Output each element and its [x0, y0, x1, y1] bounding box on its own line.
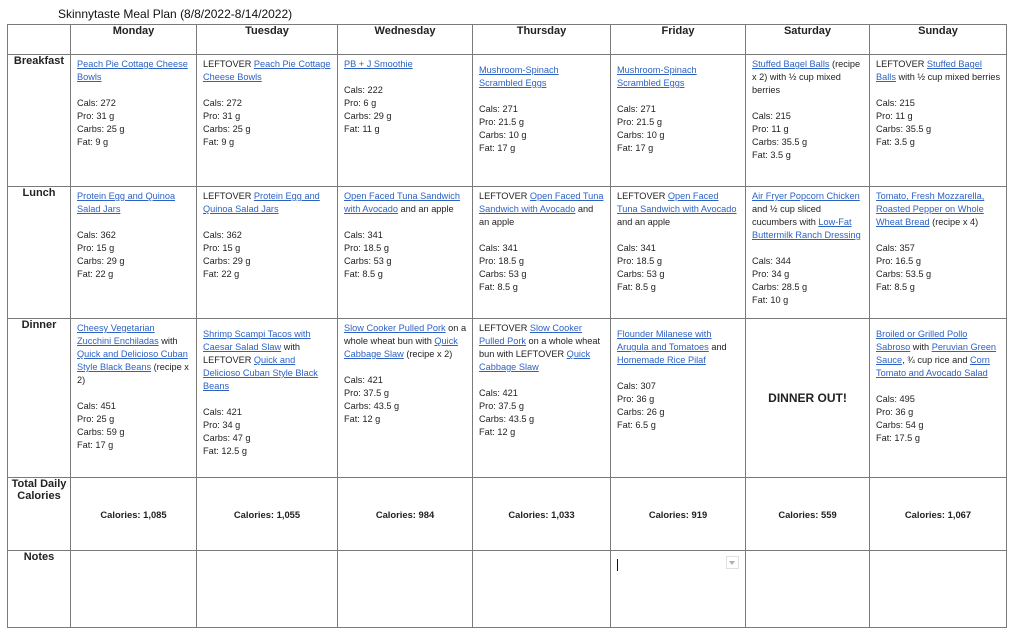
meal-text: with	[158, 336, 178, 346]
meal-description	[617, 190, 740, 229]
meal-description	[479, 190, 605, 229]
recipe-link[interactable]: Mushroom-Spinach Scrambled Eggs	[479, 65, 559, 88]
meal-description	[77, 190, 191, 216]
day-header-sunday: Sunday	[870, 25, 1007, 55]
calories-value: Cals: 307	[617, 381, 656, 391]
meal-text: LEFTOVER	[203, 191, 254, 201]
dinner-cell-saturday[interactable]	[746, 319, 870, 478]
protein-value: Pro: 16.5 g	[876, 256, 921, 266]
recipe-link[interactable]: Broiled or Grilled Pollo Sabroso	[876, 329, 968, 352]
breakfast-cell-friday[interactable]	[611, 55, 746, 187]
calories-value: Cals: 272	[77, 98, 116, 108]
breakfast-row	[8, 55, 1007, 187]
meal-description	[752, 190, 864, 242]
recipe-link[interactable]: Mushroom-Spinach Scrambled Eggs	[617, 65, 697, 88]
meal-text: and an apple	[617, 217, 671, 227]
protein-value: Pro: 11 g	[876, 111, 913, 121]
total-calories-monday[interactable]: Calories: 1,085	[71, 478, 197, 551]
lunch-cell-saturday[interactable]	[746, 187, 870, 319]
fat-value: Fat: 11 g	[344, 124, 380, 134]
meal-text: LEFTOVER	[203, 59, 254, 69]
carbs-value: Carbs: 25 g	[203, 124, 251, 134]
total-calories-saturday[interactable]: Calories: 559	[746, 478, 870, 551]
fat-value: Fat: 22 g	[77, 269, 114, 279]
protein-value: Pro: 21.5 g	[479, 117, 524, 127]
notes-cell-saturday[interactable]	[746, 551, 870, 628]
breakfast-cell-thursday[interactable]	[473, 55, 611, 187]
meal-text: with LEFTOVER	[203, 342, 301, 365]
total-calories-thursday[interactable]: Calories: 1,033	[473, 478, 611, 551]
fat-value: Fat: 8.5 g	[876, 282, 915, 292]
breakfast-cell-tuesday[interactable]	[197, 55, 338, 187]
carbs-value: Carbs: 53 g	[617, 269, 665, 279]
carbs-value: Carbs: 53 g	[479, 269, 527, 279]
dinner-out-label: DINNER OUT!	[768, 391, 847, 405]
carbs-value: Carbs: 26 g	[617, 407, 665, 417]
dinner-cell-sunday[interactable]	[870, 319, 1007, 478]
fat-value: Fat: 8.5 g	[479, 282, 518, 292]
page-title: Skinnytaste Meal Plan (8/8/2022-8/14/2022)	[58, 7, 293, 21]
protein-value: Pro: 36 g	[617, 394, 655, 404]
row-label-breakfast: Breakfast	[8, 55, 71, 187]
meal-text: (recipe x 4)	[929, 217, 979, 227]
breakfast-cell-sunday[interactable]	[870, 55, 1007, 187]
row-label-total: Total Daily Calories	[8, 478, 71, 551]
recipe-link[interactable]: Homemade Rice Pilaf	[617, 355, 706, 365]
meal-description	[344, 190, 467, 216]
meal-text: and an apple	[397, 204, 454, 214]
calories-value: Cals: 271	[617, 104, 656, 114]
meal-description	[344, 58, 467, 71]
protein-value: Pro: 18.5 g	[617, 256, 662, 266]
day-header-wednesday: Wednesday	[338, 25, 473, 55]
meal-text: LEFTOVER	[479, 191, 530, 201]
meal-text: LEFTOVER	[617, 191, 668, 201]
meal-description	[752, 58, 864, 97]
calories-value: Cals: 344	[752, 256, 791, 266]
recipe-link[interactable]: Air Fryer Popcorn Chicken	[752, 191, 860, 201]
meal-text: with ½ cup mixed berries	[895, 72, 1001, 82]
row-label-notes: Notes	[8, 551, 71, 628]
meal-text: LEFTOVER	[479, 323, 530, 333]
day-header-monday: Monday	[71, 25, 197, 55]
fat-value: Fat: 17 g	[617, 143, 654, 153]
meal-description	[77, 322, 191, 387]
recipe-link[interactable]: Slow Cooker Pulled Pork	[479, 323, 582, 346]
protein-value: Pro: 11 g	[752, 124, 789, 134]
carbs-value: Carbs: 54 g	[876, 420, 924, 430]
calories-value: Cals: 421	[344, 375, 383, 385]
lunch-cell-tuesday[interactable]	[197, 187, 338, 319]
protein-value: Pro: 21.5 g	[617, 117, 662, 127]
meal-description	[203, 328, 332, 393]
protein-value: Pro: 25 g	[77, 414, 115, 424]
lunch-row	[8, 187, 1007, 319]
dinner-cell-thursday[interactable]	[473, 319, 611, 478]
recipe-link[interactable]: Peruvian Green Sauce	[876, 342, 997, 365]
dinner-cell-monday[interactable]	[71, 319, 197, 478]
protein-value: Pro: 15 g	[203, 243, 241, 253]
lunch-cell-monday[interactable]	[71, 187, 197, 319]
meal-description	[876, 190, 1001, 229]
calories-value: Cals: 362	[77, 230, 116, 240]
fat-value: Fat: 6.5 g	[617, 420, 656, 430]
recipe-link[interactable]: Open Faced Tuna Sandwich with Avocado	[617, 191, 737, 214]
day-header-saturday: Saturday	[746, 25, 870, 55]
carbs-value: Carbs: 35.5 g	[752, 137, 808, 147]
carbs-value: Carbs: 25 g	[77, 124, 125, 134]
calories-value: Cals: 421	[479, 388, 518, 398]
recipe-link[interactable]: Flounder Milanese with Arugula and Tomatoes	[617, 329, 712, 352]
fat-value: Fat: 17 g	[479, 143, 516, 153]
calories-value: Cals: 451	[77, 401, 116, 411]
fat-value: Fat: 10 g	[752, 295, 789, 305]
protein-value: Pro: 6 g	[344, 98, 377, 108]
recipe-link[interactable]: Stuffed Bagel Balls	[752, 59, 830, 69]
meal-description	[876, 58, 1001, 84]
total-calories-tuesday[interactable]: Calories: 1,055	[197, 478, 338, 551]
total-calories-row	[8, 478, 1007, 551]
notes-cell-thursday[interactable]	[473, 551, 611, 628]
fat-value: Fat: 12 g	[479, 427, 516, 437]
protein-value: Pro: 34 g	[752, 269, 790, 279]
row-label-lunch: Lunch	[8, 187, 71, 319]
meal-text: (recipe x 2) with ½ cup mixed berries	[752, 59, 861, 95]
carbs-value: Carbs: 47 g	[203, 433, 251, 443]
text-cursor	[617, 559, 618, 571]
carbs-value: Carbs: 43.5 g	[344, 401, 400, 411]
header-row	[8, 25, 1007, 55]
carbs-value: Carbs: 29 g	[344, 111, 392, 121]
meal-text: and an apple	[479, 204, 594, 227]
calories-value: Cals: 215	[752, 111, 791, 121]
meal-text: (recipe x 2)	[403, 349, 453, 359]
meal-description	[479, 322, 605, 374]
protein-value: Pro: 18.5 g	[479, 256, 524, 266]
carbs-value: Carbs: 10 g	[479, 130, 527, 140]
total-calories-friday[interactable]: Calories: 919	[611, 478, 746, 551]
recipe-link[interactable]: Low-Fat Buttermilk Ranch Dressing	[752, 217, 861, 240]
carbs-value: Carbs: 53 g	[344, 256, 392, 266]
breakfast-cell-monday[interactable]	[71, 55, 197, 187]
meal-description	[617, 328, 740, 367]
lunch-cell-wednesday[interactable]	[338, 187, 473, 319]
notes-cell-wednesday[interactable]	[338, 551, 473, 628]
recipe-link[interactable]: Quick Cabbage Slaw	[479, 349, 591, 372]
recipe-link[interactable]: Open Faced Tuna Sandwich with Avocado	[344, 191, 460, 214]
meal-description	[876, 328, 1001, 380]
carbs-value: Carbs: 59 g	[77, 427, 125, 437]
fat-value: Fat: 8.5 g	[344, 269, 383, 279]
carbs-value: Carbs: 43.5 g	[479, 414, 535, 424]
notes-cell-sunday[interactable]	[870, 551, 1007, 628]
fat-value: Fat: 9 g	[77, 137, 109, 147]
recipe-link[interactable]: Shrimp Scampi Tacos with Caesar Salad Slaw	[203, 329, 311, 352]
recipe-link[interactable]: Peach Pie Cottage Cheese Bowls	[203, 59, 331, 82]
carbs-value: Carbs: 28.5 g	[752, 282, 808, 292]
calories-value: Cals: 341	[617, 243, 656, 253]
recipe-link[interactable]: Stuffed Bagel Balls	[876, 59, 982, 82]
protein-value: Pro: 34 g	[203, 420, 241, 430]
meal-text: and	[708, 342, 727, 352]
recipe-link[interactable]: Corn Tomato and Avocado Salad	[876, 355, 990, 378]
meal-text: (recipe x 2)	[77, 362, 189, 385]
meal-description	[617, 64, 740, 90]
carbs-value: Carbs: 10 g	[617, 130, 665, 140]
total-calories-wednesday[interactable]: Calories: 984	[338, 478, 473, 551]
calories-value: Cals: 341	[344, 230, 383, 240]
meal-description	[479, 64, 605, 90]
carbs-value: Carbs: 29 g	[77, 256, 125, 266]
day-header-tuesday: Tuesday	[197, 25, 338, 55]
dinner-cell-friday[interactable]	[611, 319, 746, 478]
recipe-link[interactable]: Protein Egg and Quinoa Salad Jars	[203, 191, 320, 214]
carbs-value: Carbs: 29 g	[203, 256, 251, 266]
protein-value: Pro: 37.5 g	[344, 388, 389, 398]
recipe-link[interactable]: Tomato, Fresh Mozzarella, Roasted Pepper on Whole Wheat Bread	[876, 191, 985, 227]
calories-value: Cals: 495	[876, 394, 915, 404]
notes-cell-friday[interactable]	[611, 551, 746, 628]
fat-value: Fat: 12.5 g	[203, 446, 247, 456]
recipe-link[interactable]: Open Faced Tuna Sandwich with Avocado	[479, 191, 604, 214]
protein-value: Pro: 31 g	[77, 111, 115, 121]
lunch-cell-sunday[interactable]	[870, 187, 1007, 319]
fat-value: Fat: 3.5 g	[752, 150, 791, 160]
calories-value: Cals: 271	[479, 104, 518, 114]
recipe-link[interactable]: Cheesy Vegetarian Zucchini Enchiladas	[77, 323, 159, 346]
carbs-value: Carbs: 35.5 g	[876, 124, 932, 134]
breakfast-cell-saturday[interactable]	[746, 55, 870, 187]
recipe-link[interactable]: Slow Cooker Pulled Pork	[344, 323, 446, 333]
day-header-friday: Friday	[611, 25, 746, 55]
meal-description	[203, 190, 332, 216]
meal-text: on a whole wheat bun with	[344, 323, 467, 346]
notes-cell-monday[interactable]	[71, 551, 197, 628]
dinner-cell-wednesday[interactable]	[338, 319, 473, 478]
lunch-cell-thursday[interactable]	[473, 187, 611, 319]
protein-value: Pro: 37.5 g	[479, 401, 524, 411]
carbs-value: Carbs: 53.5 g	[876, 269, 932, 279]
protein-value: Pro: 18.5 g	[344, 243, 389, 253]
dinner-row	[8, 319, 1007, 478]
calories-value: Cals: 357	[876, 243, 915, 253]
fat-value: Fat: 12 g	[344, 414, 381, 424]
calories-value: Cals: 272	[203, 98, 242, 108]
recipe-link[interactable]: PB + J Smoothie	[344, 59, 413, 69]
calories-value: Cals: 215	[876, 98, 915, 108]
meal-text: with	[910, 342, 932, 352]
lunch-cell-friday[interactable]	[611, 187, 746, 319]
fat-value: Fat: 17 g	[77, 440, 114, 450]
calories-value: Cals: 362	[203, 230, 242, 240]
day-header-thursday: Thursday	[473, 25, 611, 55]
meal-text: LEFTOVER	[876, 59, 927, 69]
meal-description	[344, 322, 467, 361]
calories-value: Cals: 341	[479, 243, 518, 253]
total-calories-sunday[interactable]: Calories: 1,067	[870, 478, 1007, 551]
protein-value: Pro: 31 g	[203, 111, 241, 121]
recipe-link[interactable]: Quick Cabbage Slaw	[344, 336, 458, 359]
notes-row	[8, 551, 1007, 628]
notes-cell-tuesday[interactable]	[197, 551, 338, 628]
protein-value: Pro: 15 g	[77, 243, 115, 253]
meal-text: and ½ cup sliced cucumbers with	[752, 204, 821, 227]
corner-cell	[8, 25, 71, 55]
fat-value: Fat: 3.5 g	[876, 137, 915, 147]
meal-text: on a whole wheat bun with LEFTOVER	[479, 336, 601, 359]
recipe-link[interactable]: Quick and Delicioso Cuban Style Black Beans	[77, 349, 188, 372]
protein-value: Pro: 36 g	[876, 407, 914, 417]
recipe-link[interactable]: Protein Egg and Quinoa Salad Jars	[77, 191, 176, 214]
recipe-link[interactable]: Quick and Delicioso Cuban Style Black Beans	[203, 355, 318, 391]
meal-text: , ¾ cup rice and	[902, 355, 970, 365]
fat-value: Fat: 22 g	[203, 269, 240, 279]
fat-value: Fat: 9 g	[203, 137, 235, 147]
meal-plan-table	[7, 24, 1007, 628]
chevron-down-icon[interactable]	[726, 556, 739, 569]
breakfast-cell-wednesday[interactable]	[338, 55, 473, 187]
meal-description	[203, 58, 332, 84]
row-label-dinner: Dinner	[8, 319, 71, 478]
dinner-cell-tuesday[interactable]	[197, 319, 338, 478]
meal-description	[77, 58, 191, 84]
recipe-link[interactable]: Peach Pie Cottage Cheese Bowls	[77, 59, 188, 82]
fat-value: Fat: 17.5 g	[876, 433, 920, 443]
fat-value: Fat: 8.5 g	[617, 282, 656, 292]
calories-value: Cals: 421	[203, 407, 242, 417]
calories-value: Cals: 222	[344, 85, 383, 95]
